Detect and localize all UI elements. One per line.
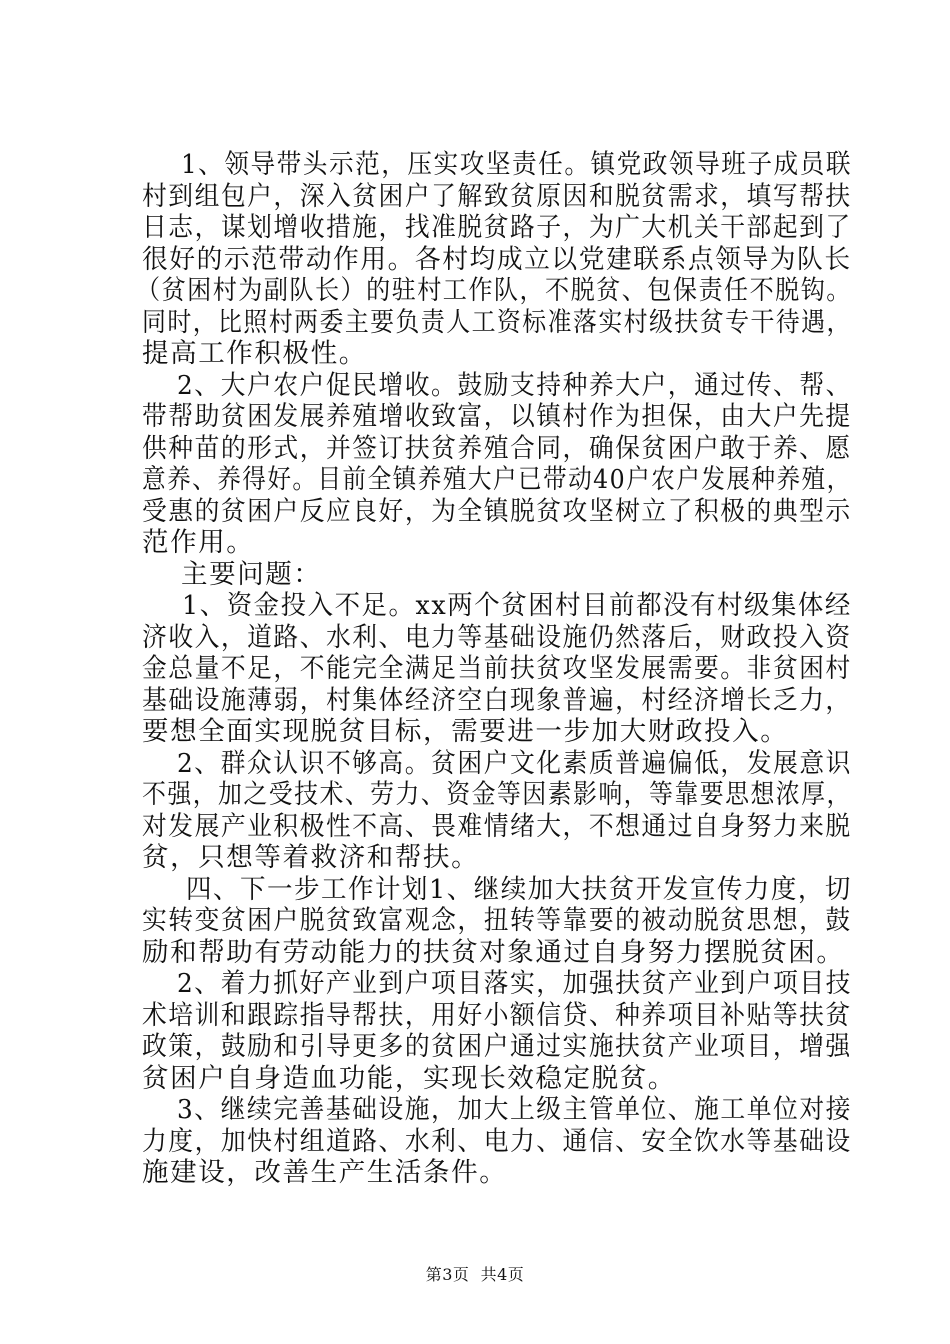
text-line: 受惠的贫困户反应良好，为全镇脱贫攻坚树立了积极的典型示 xyxy=(142,495,852,527)
text-line: 2、大户农户促民增收。鼓励支持种养大户，通过传、帮、 xyxy=(177,369,852,401)
text-line: 2、着力抓好产业到户项目落实，加强扶贫产业到户项目技 xyxy=(177,968,852,999)
text-line: 对发展产业积极性不高、畏难情绪大，不想通过自身努力来脱 xyxy=(142,810,852,842)
text-line: 四、下一步工作计划1、继续加大扶贫开发宣传力度，切 xyxy=(186,873,852,905)
text-line: 3、继续完善基础设施，加大上级主管单位、施工单位对接 xyxy=(177,1094,852,1125)
text-line: 政策，鼓励和引导更多的贫困户通过实施扶贫产业项目，增强 xyxy=(142,1031,852,1062)
text-line: 范作用。 xyxy=(142,527,255,558)
text-line: 实转变贫困户脱贫致富观念，扭转等靠要的被动脱贫思想，鼓 xyxy=(142,905,852,936)
text-line: 要想全面实现脱贫目标，需要进一步加大财政投入。 xyxy=(142,716,789,747)
text-line: 贫，只想等着救济和帮扶。 xyxy=(142,842,480,873)
text-line: （贫困村为副队长）的驻村工作队，不脱贫、包保责任不脱钩。 xyxy=(136,275,852,306)
text-line: 施建设，改善生产生活条件。 xyxy=(142,1157,508,1188)
page-number-footer: 第3页 共4页 xyxy=(425,1265,525,1284)
text-line: 意养、养得好。目前全镇养殖大户已带动40户农户发展种养殖， xyxy=(142,464,852,495)
text-line: 日志，谋划增收措施，找准脱贫路子，为广大机关干部起到了 xyxy=(142,212,852,243)
text-line: 济收入，道路、水利、电力等基础设施仍然落后，财政投入资 xyxy=(142,621,852,653)
text-line: 金总量不足，不能完全满足当前扶贫攻坚发展需要。非贫困村 xyxy=(142,653,852,684)
text-line: 2、群众认识不够高。贫困户文化素质普遍偏低，发展意识 xyxy=(177,747,852,779)
section-heading: 主要问题： xyxy=(181,558,322,590)
text-line: 供种苗的形式，并签订扶贫养殖合同，确保贫困户敢于养、愿 xyxy=(142,432,852,464)
text-line: 村到组包户，深入贫困户了解致贫原因和脱贫需求，填写帮扶 xyxy=(142,180,852,212)
text-line: 同时，比照村两委主要负责人工资标准落实村级扶贫专干待遇， xyxy=(142,306,852,338)
text-line: 术培训和跟踪指导帮扶，用好小额信贷、种养项目补贴等扶贫 xyxy=(142,999,852,1031)
text-line: 带帮助贫困发展养殖增收致富，以镇村作为担保，由大户先提 xyxy=(142,401,852,432)
text-line: 贫困户自身造血功能，实现长效稳定脱贫。 xyxy=(142,1062,676,1094)
text-line: 基础设施薄弱，村集体经济空白现象普遍，村经济增长乏力， xyxy=(142,684,852,716)
text-line: 提高工作积极性。 xyxy=(142,338,367,369)
text-line: 很好的示范带动作用。各村均成立以党建联系点领导为队长 xyxy=(142,243,852,275)
text-line: 励和帮助有劳动能力的扶贫对象通过自身努力摆脱贫困。 xyxy=(142,936,845,968)
text-line: 力度，加快村组道路、水利、电力、通信、安全饮水等基础设 xyxy=(142,1125,852,1157)
text-line: 不强，加之受技术、劳力、资金等因素影响，等靠要思想浓厚， xyxy=(142,779,852,810)
text-line: 1、资金投入不足。xx两个贫困村目前都没有村级集体经 xyxy=(182,590,852,621)
text-line: 1、领导带头示范，压实攻坚责任。镇党政领导班子成员联 xyxy=(181,149,853,180)
